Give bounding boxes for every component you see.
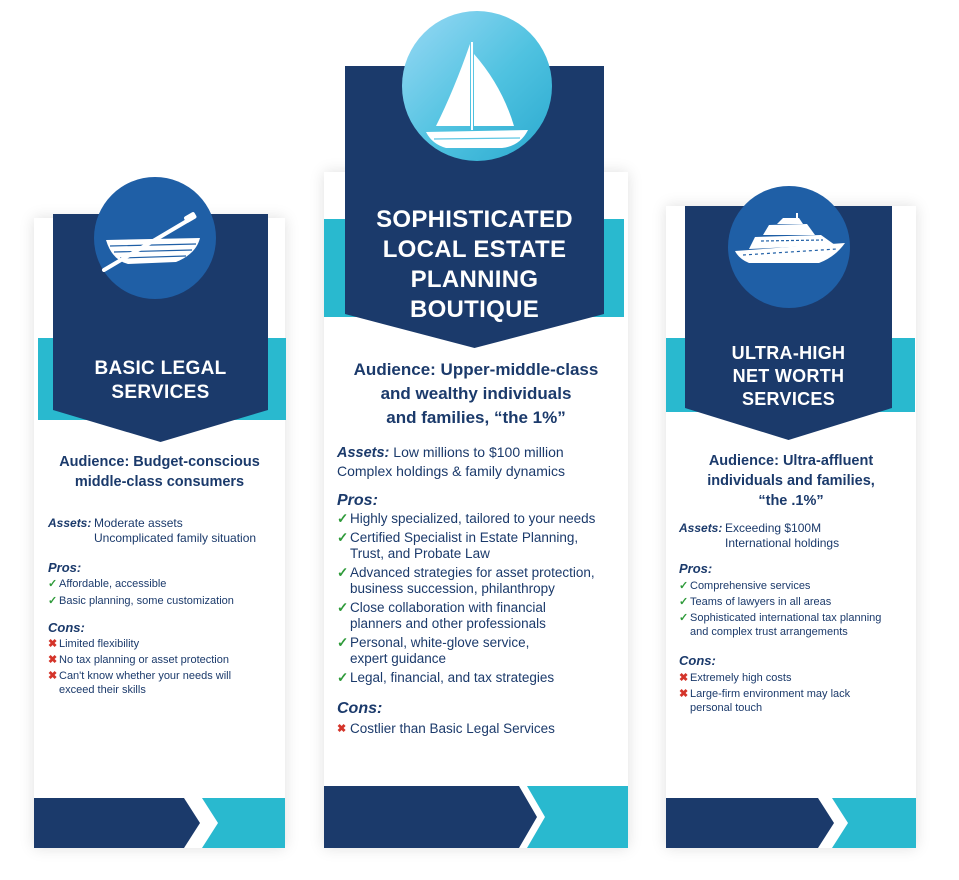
basic-pros-list <box>48 577 283 608</box>
list-item: ✖ Costlier than Basic Legal Services <box>337 721 555 736</box>
check-icon: ✓ <box>679 612 689 624</box>
boutique-details <box>337 443 623 738</box>
boutique-pros-list <box>337 511 623 686</box>
uhnw-cons-list <box>679 671 913 715</box>
list-item: ✓ Highly specialized, tailored to your needs <box>337 511 596 526</box>
uhnw-footer-arrows <box>666 798 916 848</box>
uhnw-details <box>679 521 913 715</box>
basic-cons-label: Cons: <box>48 620 85 635</box>
cross-icon: ✖ <box>48 670 58 682</box>
check-icon: ✓ <box>337 599 349 615</box>
sailboat-icon <box>424 40 530 152</box>
rowboat-icon <box>100 212 208 272</box>
basic-cons-list <box>48 637 283 697</box>
check-icon: ✓ <box>679 596 689 608</box>
list-item: ✓ Sophisticated international tax planning and complex trust arrangements <box>679 612 882 638</box>
cross-icon: ✖ <box>48 654 58 666</box>
list-item: ✖ No tax planning or asset protection <box>48 654 229 666</box>
list-item: ✓ Certified Specialist in Estate Planning, Trust, and Probate Law <box>337 529 579 561</box>
boutique-cons-list <box>337 721 623 738</box>
boutique-footer-arrows <box>324 786 628 848</box>
cross-icon: ✖ <box>679 672 689 684</box>
list-item: ✓ Close collaboration with financial planners and other professionals <box>337 599 546 631</box>
uhnw-cons-label: Cons: <box>679 653 716 668</box>
list-item: ✓ Teams of lawyers in all areas <box>679 596 832 608</box>
yacht-icon <box>731 213 849 271</box>
basic-pros-label: Pros: <box>48 560 82 575</box>
basic-assets: Assets: Moderate assets Uncomplicated family situation <box>48 516 257 545</box>
cross-icon: ✖ <box>337 723 347 735</box>
check-icon: ✓ <box>337 564 349 580</box>
list-item: ✓ Legal, financial, and tax strategies <box>337 669 555 685</box>
list-item: ✓ Basic planning, some customization <box>48 595 234 607</box>
list-item: ✓ Affordable, accessible <box>48 578 167 590</box>
uhnw-title: ULTRA-HIGH NET WORTH SERVICES <box>731 343 846 409</box>
check-icon: ✓ <box>337 529 349 545</box>
list-item: ✓ Personal, white-glove service, expert guidance <box>337 634 530 666</box>
check-icon: ✓ <box>679 580 689 592</box>
cross-icon: ✖ <box>48 638 58 650</box>
basic-footer-arrows <box>34 798 285 848</box>
check-icon: ✓ <box>337 634 349 650</box>
boutique-cons-label: Cons: <box>337 700 383 717</box>
list-item: ✓ Advanced strategies for asset protection, business succession, philanthropy <box>337 564 595 596</box>
basic-audience: Audience: Budget-conscious middle-class consumers <box>59 454 260 490</box>
boutique-assets: Assets: Low millions to $100 million Complex holdings & family dynamics <box>337 444 565 479</box>
boutique-pros-label: Pros: <box>337 492 378 509</box>
uhnw-assets: Assets: Exceeding $100M International holdings <box>679 521 840 550</box>
check-icon: ✓ <box>337 669 349 685</box>
uhnw-pros-list <box>679 579 913 639</box>
check-icon: ✓ <box>337 511 349 526</box>
list-item: ✖ Extremely high costs <box>679 672 792 684</box>
boutique-title: SOPHISTICATED LOCAL ESTATE PLANNING BOUTIQUE <box>376 206 573 323</box>
cross-icon: ✖ <box>679 688 689 700</box>
list-item: ✓ Comprehensive services <box>679 580 811 592</box>
basic-details <box>48 516 283 697</box>
check-icon: ✓ <box>48 578 58 590</box>
list-item: ✖ Can't know whether your needs will exceed their skills <box>48 670 232 696</box>
check-icon: ✓ <box>48 595 58 607</box>
list-item: ✖ Limited flexibility <box>48 638 140 650</box>
boutique-audience: Audience: Upper-middle-class and wealthy individuals and families, “the 1%” <box>353 360 599 427</box>
list-item: ✖ Large-firm environment may lack personal touch <box>679 688 851 714</box>
uhnw-pros-label: Pros: <box>679 561 713 576</box>
uhnw-audience: Audience: Ultra-affluent individuals and families, “the .1%” <box>707 453 875 509</box>
basic-title: BASIC LEGAL SERVICES <box>94 358 227 403</box>
